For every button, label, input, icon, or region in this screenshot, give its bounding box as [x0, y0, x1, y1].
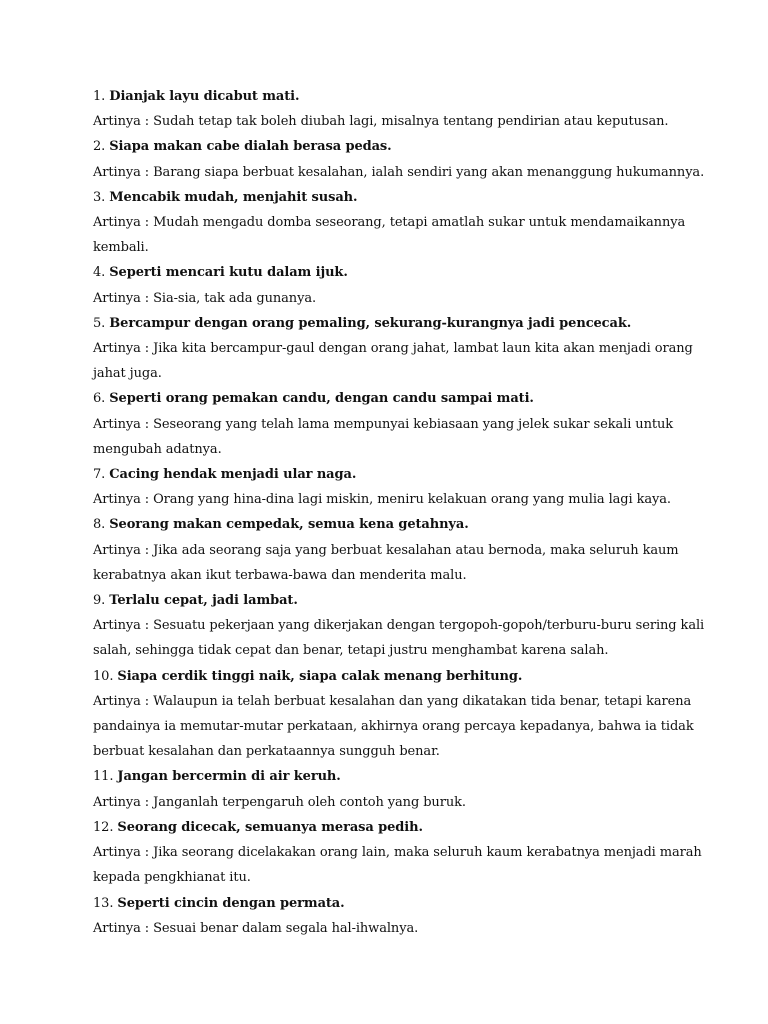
proverb-line [93, 386, 683, 411]
proverb-line [93, 588, 683, 613]
proverb-text: Seorang dicecak, semuanya merasa pedih. [117, 819, 423, 835]
proverb-line [93, 891, 683, 916]
proverb-line [93, 311, 683, 336]
item-number: 6. [93, 391, 106, 407]
proverb-line [93, 134, 683, 159]
item-number: 3. [93, 189, 106, 205]
proverb-line [93, 260, 683, 285]
meaning-line: kerabatnya akan ikut terbawa-bawa dan menderita malu. [93, 567, 467, 583]
item-number: 11. [93, 769, 114, 785]
meaning-line: Artinya : Jika seorang dicelakakan orang lain, maka seluruh kaum kerabatnya menjadi marah [93, 845, 702, 861]
proverb-text: Seperti mencari kutu dalam ijuk. [109, 265, 348, 281]
proverb-text: Siapa makan cabe dialah berasa pedas. [109, 139, 392, 155]
item-number: 12. [93, 819, 114, 835]
meaning-line: mengubah adatnya. [93, 441, 222, 457]
proverb-text: Dianjak layu dicabut mati. [109, 89, 300, 104]
meaning-line: Artinya : Orang yang hina-dina lagi miskin, meniru kelakuan orang yang mulia lagi kaya. [93, 492, 671, 508]
meaning-line: Artinya : Sia-sia, tak ada gunanya. [93, 290, 317, 306]
proverb-line [93, 764, 683, 789]
item-number: 13. [93, 895, 114, 911]
meaning-line: Artinya : Seseorang yang telah lama mempunyai kebiasaan yang jelek sukar sekali untuk [93, 416, 674, 432]
meaning-line: jahat juga. [93, 366, 162, 382]
meaning-line: Artinya : Barang siapa berbuat kesalahan, ialah sendiri yang akan menanggung hukumannya. [93, 164, 705, 180]
proverb-text: Jangan bercermin di air keruh. [117, 769, 341, 785]
meaning-line: kepada pengkhianat itu. [93, 870, 251, 886]
meaning-line: Artinya : Janganlah terpengaruh oleh contoh yang buruk. [93, 794, 466, 810]
meaning-line: kembali. [93, 240, 149, 256]
item-number: 2. [93, 139, 106, 155]
proverb-text: Cacing hendak menjadi ular naga. [109, 467, 357, 483]
meaning-line: Artinya : Jika ada seorang saja yang berbuat kesalahan atau bernoda, maka seluruh kaum [93, 542, 679, 558]
item-number: 4. [93, 265, 106, 281]
meaning-line: pandainya ia memutar-mutar perkataan, akhirnya orang percaya kepadanya, bahwa ia tidak [93, 719, 694, 735]
proverb-line [93, 462, 683, 487]
meaning-line: salah, sehingga tidak cepat dan benar, tetapi justru menghambat karena salah. [93, 643, 609, 659]
meaning-line: Artinya : Mudah mengadu domba seseorang, tetapi amatlah sukar untuk mendamaikannya [93, 215, 686, 231]
proverb-line [93, 84, 683, 109]
proverb-text: Seperti orang pemakan candu, dengan candu sampai mati. [109, 391, 534, 407]
meaning-line: Artinya : Walaupun ia telah berbuat kesalahan dan yang dikatakan tida benar, tetapi karena [93, 693, 692, 709]
meaning-line: Artinya : Sudah tetap tak boleh diubah lagi, misalnya tentang pendirian atau keputusan. [93, 114, 669, 130]
meaning-line: Artinya : Jika kita bercampur-gaul dengan orang jahat, lambat laun kita akan menjadi orang [93, 341, 693, 357]
proverb-line [93, 664, 683, 689]
document-body [93, 84, 705, 941]
proverb-line [93, 512, 683, 537]
proverb-text: Seorang makan cempedak, semua kena getahnya. [109, 517, 469, 533]
item-number: 8. [93, 517, 106, 533]
item-number: 1. [93, 89, 106, 104]
proverb-text: Bercampur dengan orang pemaling, sekurang-kurangnya jadi pencecak. [109, 315, 632, 331]
proverb-text: Siapa cerdik tinggi naik, siapa calak menang berhitung. [117, 668, 523, 684]
item-number: 10. [93, 668, 114, 684]
meaning-line: Artinya : Sesuai benar dalam segala hal-ihwalnya. [93, 920, 419, 936]
meaning-line: Artinya : Sesuatu pekerjaan yang dikerjakan dengan tergopoh-gopoh/terburu-buru sering kali [93, 618, 705, 634]
item-number: 7. [93, 467, 106, 483]
proverb-text: Seperti cincin dengan permata. [117, 895, 345, 911]
proverb-text: Terlalu cepat, jadi lambat. [109, 593, 298, 609]
proverb-line [93, 815, 683, 840]
proverb-text: Mencabik mudah, menjahit susah. [109, 189, 358, 205]
item-number: 9. [93, 593, 106, 609]
meaning-line: berbuat kesalahan dan perkataannya sungguh benar. [93, 744, 440, 760]
item-number: 5. [93, 315, 106, 331]
proverb-line [93, 185, 683, 210]
